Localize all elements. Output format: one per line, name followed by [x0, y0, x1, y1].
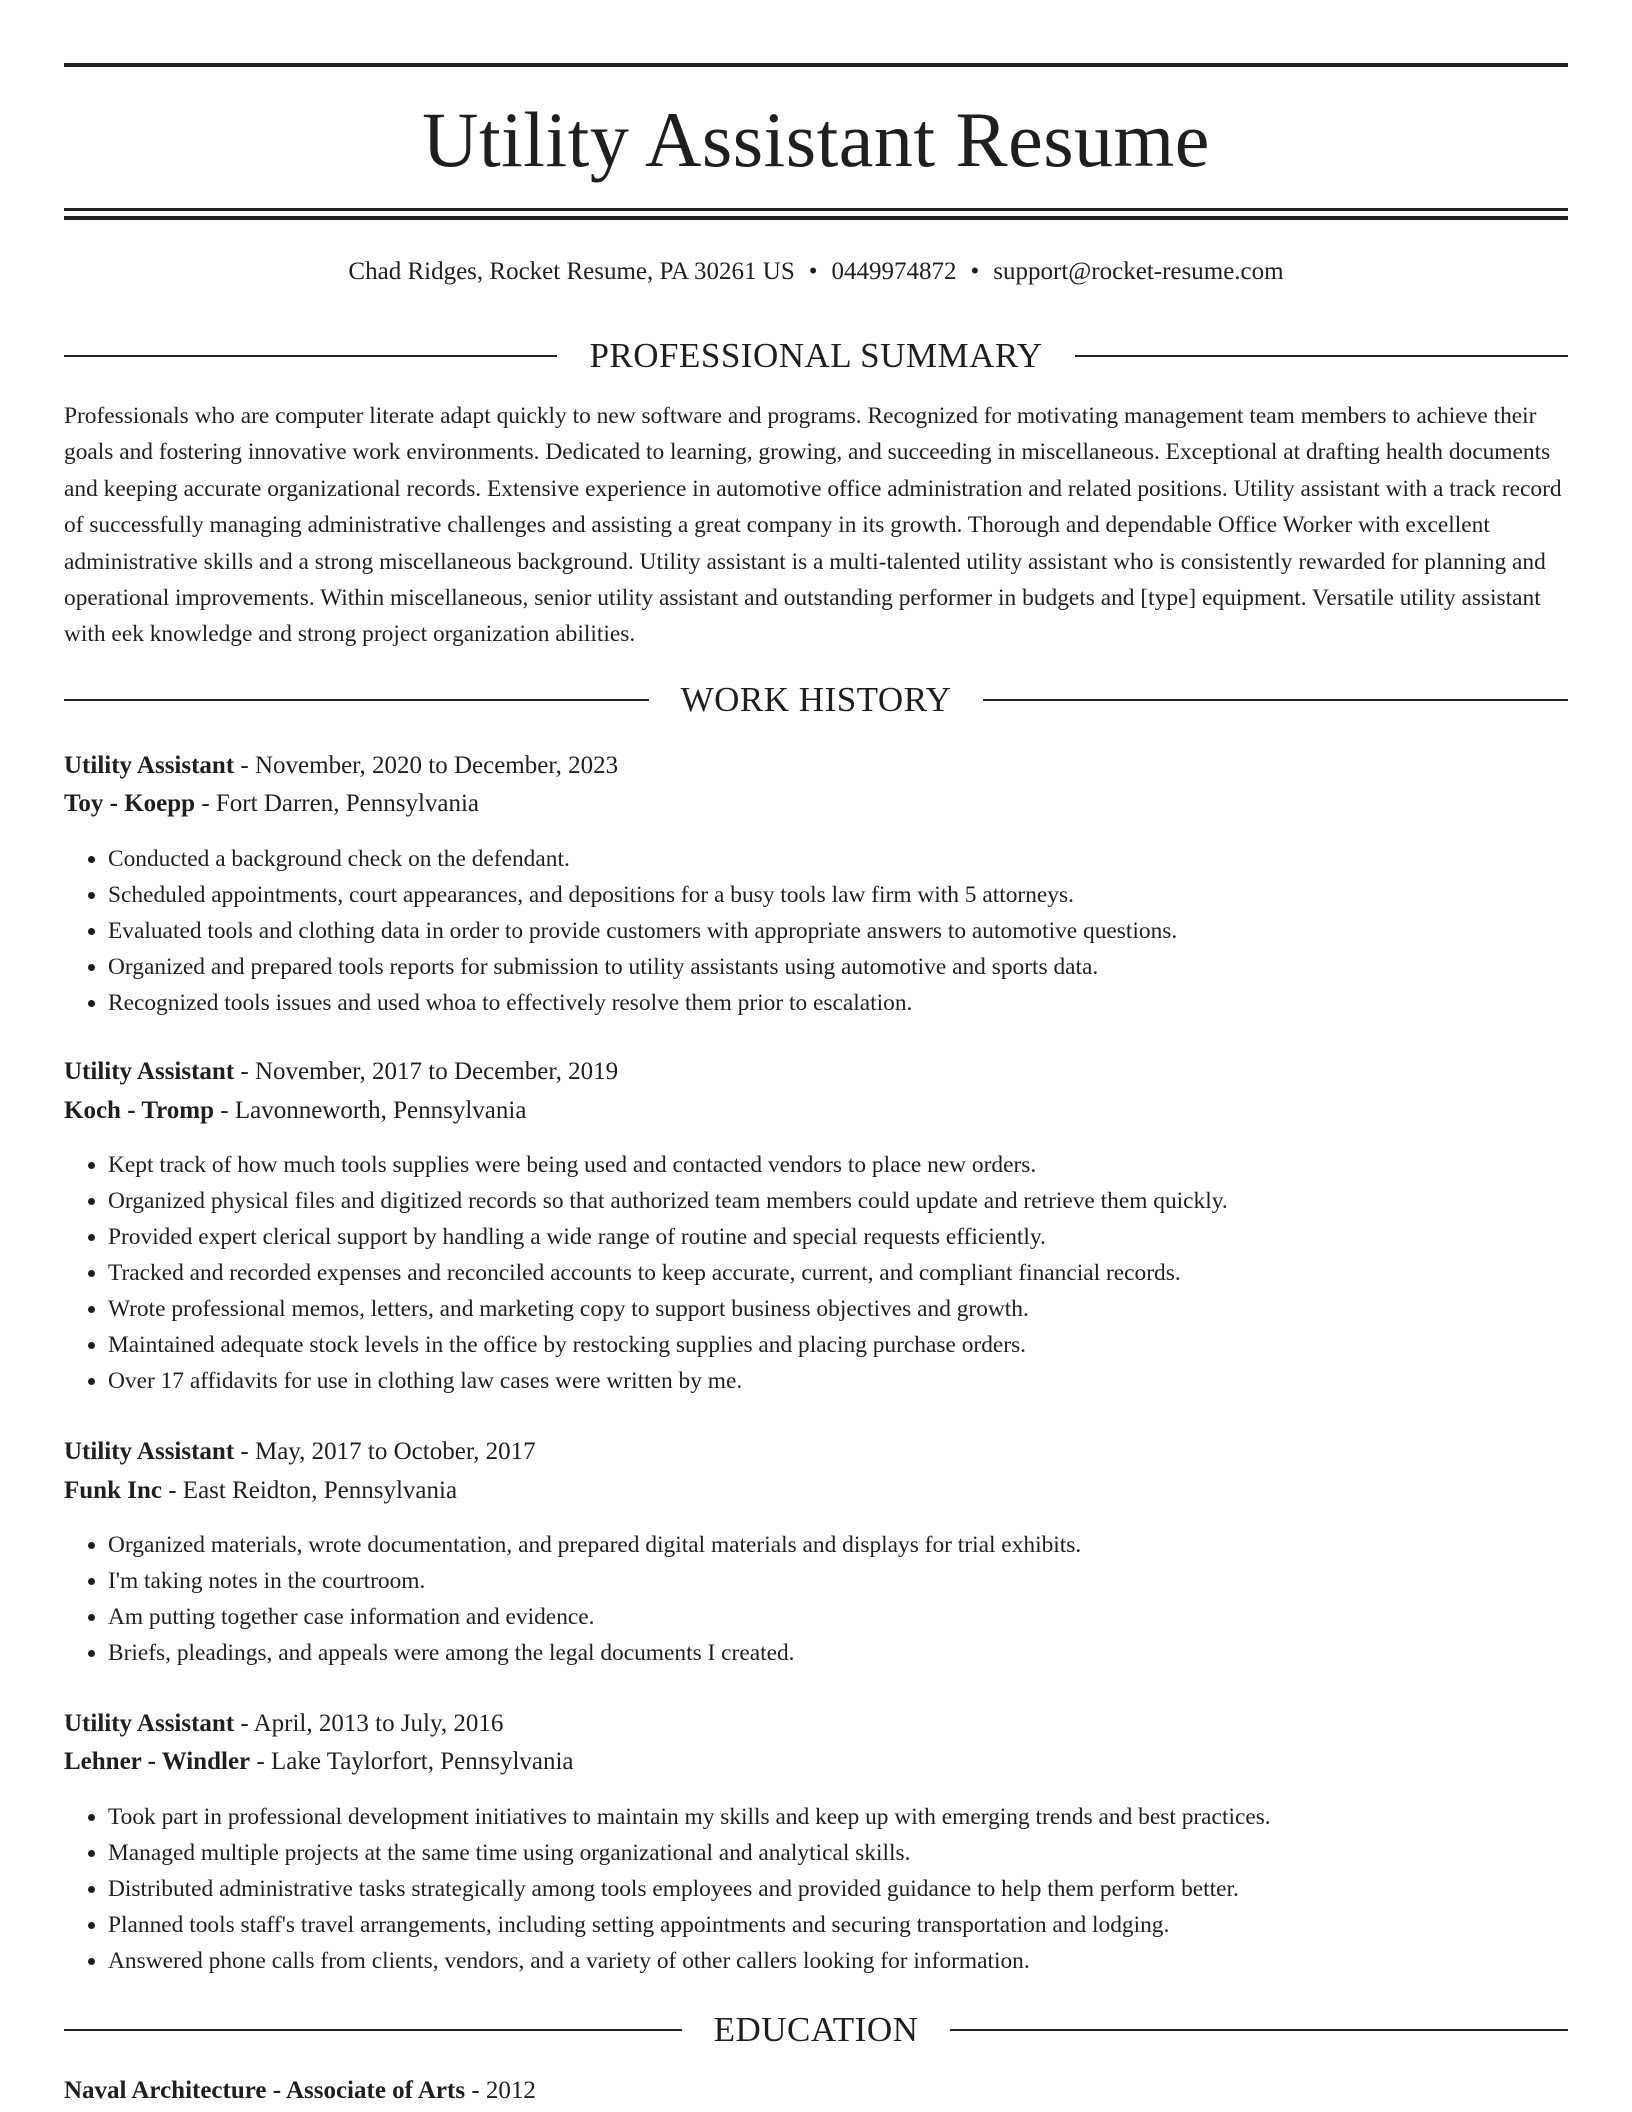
heading-rule — [1075, 355, 1568, 357]
list-item: • Organized physical files and digitized records so that authorized team members could update and retrieve them quickly. — [108, 1183, 1568, 1219]
job-dates: - April, 2013 to July, 2016 — [234, 1710, 504, 1737]
job-title: Utility Assistant — [64, 752, 235, 779]
section-heading-education — [64, 2010, 1568, 2050]
job-bullets — [64, 1527, 1568, 1671]
job-bullets — [64, 1799, 1568, 1979]
job-company-line — [64, 1093, 526, 1129]
job-company-line — [64, 786, 479, 822]
job-company: Funk Inc — [64, 1477, 162, 1504]
title-rule-lower — [64, 216, 1568, 220]
heading-rule — [64, 699, 649, 701]
job-location: - Fort Darren, Pennsylvania — [195, 790, 480, 817]
list-item: • Wrote professional memos, letters, and marketing copy to support business objectives and growth. — [108, 1291, 1568, 1327]
list-item: • Maintained adequate stock levels in the office by restocking supplies and placing purchase orders. — [108, 1327, 1568, 1363]
job-company-line — [64, 1744, 574, 1780]
list-item: • Tracked and recorded expenses and reconciled accounts to keep accurate, current, and compliant financial records. — [108, 1255, 1568, 1291]
job-company: Lehner - Windler — [64, 1748, 251, 1775]
job-title: Utility Assistant — [64, 1058, 235, 1085]
list-item: • Answered phone calls from clients, vendors, and a variety of other callers looking for information. — [108, 1943, 1568, 1979]
job-dates: - May, 2017 to October, 2017 — [234, 1438, 536, 1465]
list-item: • Recognized tools issues and used whoa to effectively resolve them prior to escalation. — [108, 985, 1568, 1021]
list-item: • Planned tools staff's travel arrangements, including setting appointments and securing transportation and lodging. — [108, 1907, 1568, 1943]
heading-rule — [950, 2029, 1568, 2031]
job-title-line — [64, 1054, 618, 1090]
list-item: • Organized materials, wrote documentation, and prepared digital materials and displays for trial exhibits. — [108, 1527, 1568, 1563]
job-company: Koch - Tromp — [64, 1097, 215, 1124]
list-item: • Kept track of how much tools supplies were being used and contacted vendors to place new orders. — [108, 1147, 1568, 1183]
section-heading-summary — [64, 336, 1568, 376]
list-item: • Organized and prepared tools reports for submission to utility assistants using automotive and sports data. — [108, 949, 1568, 985]
education-entry — [64, 2073, 536, 2109]
list-item: • Am putting together case information and evidence. — [108, 1599, 1568, 1635]
job-title: Utility Assistant — [64, 1438, 235, 1465]
job-dates: - November, 2017 to December, 2019 — [234, 1058, 619, 1085]
education-degree: Naval Architecture - Associate of Arts — [64, 2077, 466, 2104]
job-title-line — [64, 1706, 503, 1742]
list-item: • Provided expert clerical support by handling a wide range of routine and special requests efficiently. — [108, 1219, 1568, 1255]
contact-separator: • — [970, 258, 980, 285]
section-title: WORK HISTORY — [680, 680, 952, 719]
job-location: - Lavonneworth, Pennsylvania — [214, 1097, 527, 1124]
job-title-line — [64, 748, 618, 784]
job-title-line — [64, 1434, 536, 1470]
contact-phone: 0449974872 — [831, 258, 957, 285]
heading-rule — [64, 355, 557, 357]
list-item: • Briefs, pleadings, and appeals were among the legal documents I created. — [108, 1635, 1568, 1671]
list-item: • I'm taking notes in the courtroom. — [108, 1563, 1568, 1599]
heading-rule — [64, 2029, 682, 2031]
section-title: PROFESSIONAL SUMMARY — [589, 336, 1043, 375]
top-rule — [64, 63, 1568, 67]
list-item: • Took part in professional development initiatives to maintain my skills and keep up with emerging trends and best practices. — [108, 1799, 1568, 1835]
title-rule-upper — [64, 208, 1568, 211]
list-item: • Managed multiple projects at the same time using organizational and analytical skills. — [108, 1835, 1568, 1871]
contact-address: Chad Ridges, Rocket Resume, PA 30261 US — [348, 258, 795, 285]
page-title: Utility Assistant Resume — [422, 96, 1210, 183]
job-bullets — [64, 1147, 1568, 1399]
contact-email: support@rocket-resume.com — [993, 258, 1284, 285]
contact-line — [64, 254, 1568, 290]
job-location: - Lake Taylorfort, Pennsylvania — [250, 1748, 574, 1775]
list-item: • Evaluated tools and clothing data in order to provide customers with appropriate answers to automotive questions. — [108, 913, 1568, 949]
job-company: Toy - Koepp — [64, 790, 196, 817]
section-heading-work — [64, 680, 1568, 720]
job-bullets — [64, 841, 1568, 1021]
list-item: • Over 17 affidavits for use in clothing law cases were written by me. — [108, 1363, 1568, 1399]
job-company-line — [64, 1473, 457, 1509]
heading-rule — [983, 699, 1568, 701]
list-item: • Conducted a background check on the defendant. — [108, 841, 1568, 877]
job-location: - East Reidton, Pennsylvania — [161, 1477, 458, 1504]
summary-paragraph: Professionals who are computer literate adapt quickly to new software and programs. Recognized for motivating management team members to achieve their goals and fostering innovative work environments. Dedicated to learning, growing, and succeeding in miscellaneous. Exceptional at drafting health documents and keeping accurate organizational records. Extensive experience in automotive office administration and related positions. Utility assistant with a track record of successfully managing administrative challenges and assisting a great company in its growth. Thorough and dependable Office Worker with excellent administrative skills and a strong miscellaneous background. Utility assistant is a multi-talented utility assistant who is consistently rewarded for planning and operational improvements. Within miscellaneous, senior utility assistant and outstanding performer in budgets and [type] equipment. Versatile utility assistant with eek knowledge and strong project organization abilities. — [64, 403, 1562, 648]
list-item: • Scheduled appointments, court appearances, and depositions for a busy tools law firm with 5 attorneys. — [108, 877, 1568, 913]
education-year: - 2012 — [465, 2077, 536, 2104]
job-title: Utility Assistant — [64, 1710, 235, 1737]
job-dates: - November, 2020 to December, 2023 — [234, 752, 619, 779]
contact-separator: • — [808, 258, 818, 285]
list-item: • Distributed administrative tasks strategically among tools employees and provided guidance to help them perform better. — [108, 1871, 1568, 1907]
section-title: EDUCATION — [713, 2010, 919, 2049]
